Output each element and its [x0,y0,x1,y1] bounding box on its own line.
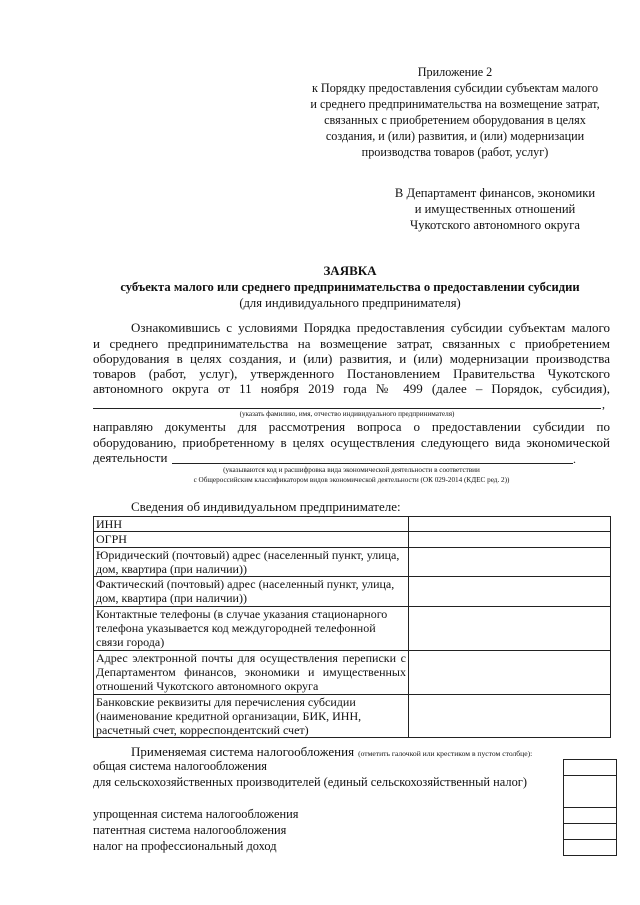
document-subtitle: субъекта малого или среднего предпринимательства о предоставлении субсидии [120,280,580,294]
row-label: Контактные телефоны (в случае указания стационарного телефона указывается код междугородней телефонной связи города) [94,606,409,650]
appendix-line: создания, и (или) развития, и (или) модернизации [325,129,585,143]
appendix-line: к Порядку предоставления субсидии субъектам малого [311,81,599,95]
activity-label: деятельности [93,450,168,465]
row-label: ИНН [94,517,409,532]
tax-option-checkbox[interactable] [563,759,617,775]
document-note: (для индивидуального предпринимателя) [239,296,461,310]
row-value-cell[interactable] [409,606,611,650]
okved-hint-2: с Общероссийским классификатором видов экономической деятельности (ОК 029-2014 (КДЕС ред. 2)) [193,476,510,484]
entrepreneur-info-table [93,516,611,738]
tax-section-hint: (отметить галочкой или крестиком в пустом столбце): [358,749,533,758]
tax-option-label: упрощенная система налогообложения [93,807,299,821]
paragraph-line: направляю документы для рассмотрения вопроса о предоставлении субсидии по [93,419,610,434]
tax-option-label: для сельскохозяйственных производителей (единый сельскохозяйственный налог) [93,775,527,789]
tax-option-label: общая система налогообложения [93,759,267,773]
tax-option-label: налог на профессиональный доход [93,839,277,853]
row-value-cell[interactable] [409,517,611,532]
info-section-title: Сведения об индивидуальном предпринимателе: [131,499,401,514]
appendix-title: Приложение 2 [417,65,493,79]
okved-hint-1: (указываются код и расшифровка вида экономической деятельности в соответствии [223,466,480,474]
fio-hint: (указать фамилию, имя, отчество индивидуального предпринимателя) [239,410,455,418]
appendix-line: связанных с приобретением оборудования в целях [324,113,586,127]
tax-section-title: Применяемая система налогообложения [131,744,355,759]
activity-dot: . [573,452,576,466]
addressee-line: В Департамент финансов, экономики [394,186,596,200]
row-value-cell[interactable] [409,532,611,547]
row-label: Банковские реквизиты для перечисления субсидии (наименование кредитной организации, БИК, ИНН, расчетный счет, корреспондентский счет) [94,694,409,738]
paragraph-line: оборудования в целях создания, и (или) развития, и (или) модернизации производства [93,351,610,366]
appendix-line: производства товаров (работ, услуг) [361,145,549,159]
addressee-line: и имущественных отношений [414,202,576,216]
table-row [94,606,611,650]
fio-comma: , [602,397,605,411]
paragraph-line: автономного округа от 11 ноября 2019 года № 499 (далее – Порядок, субсидия), [93,381,610,396]
appendix-line: и среднего предпринимательства на возмещение затрат, [310,97,600,111]
row-label: Фактический (почтовый) адрес (населенный пункт, улица, дом, квартира (при наличии)) [94,577,409,607]
paragraph-line: оборудованию, приобретенному в целях осуществления следующего вида экономической [93,435,610,450]
table-row [94,532,611,547]
table-row [94,517,611,532]
paragraph-line: и среднего предпринимательства на возмещение затрат, связанных с приобретением [93,336,610,351]
tax-option-checkbox[interactable] [563,823,617,839]
tax-option-checkbox[interactable] [563,775,617,807]
paragraph-line: Ознакомившись с условиями Порядка предоставления субсидии субъектам малого [131,320,610,335]
row-value-cell[interactable] [409,694,611,738]
row-label: ОГРН [94,532,409,547]
row-value-cell[interactable] [409,547,611,577]
row-label: Юридический (почтовый) адрес (населенный пункт, улица, дом, квартира (при наличии)) [94,547,409,577]
table-row [94,650,611,694]
tax-option-checkbox[interactable] [563,839,617,856]
paragraph-line: товаров (работ, услуг), утвержденного Постановлением Правительства Чукотского [93,366,610,381]
table-row [94,577,611,607]
tax-option-checkbox[interactable] [563,807,617,823]
row-label: Адрес электронной почты для осуществления переписки с Департаментом финансов, экономики и имущественных отношений Чукотского автономного округа [94,650,409,694]
table-row [94,694,611,738]
activity-blank-line[interactable] [172,463,573,464]
addressee-line: Чукотского автономного округа [410,218,580,232]
tax-option-label: патентная система налогообложения [93,823,287,837]
table-row [94,547,611,577]
document-title: ЗАЯВКА [323,263,377,278]
row-value-cell[interactable] [409,650,611,694]
row-value-cell[interactable] [409,577,611,607]
fio-blank-line[interactable] [93,408,601,409]
